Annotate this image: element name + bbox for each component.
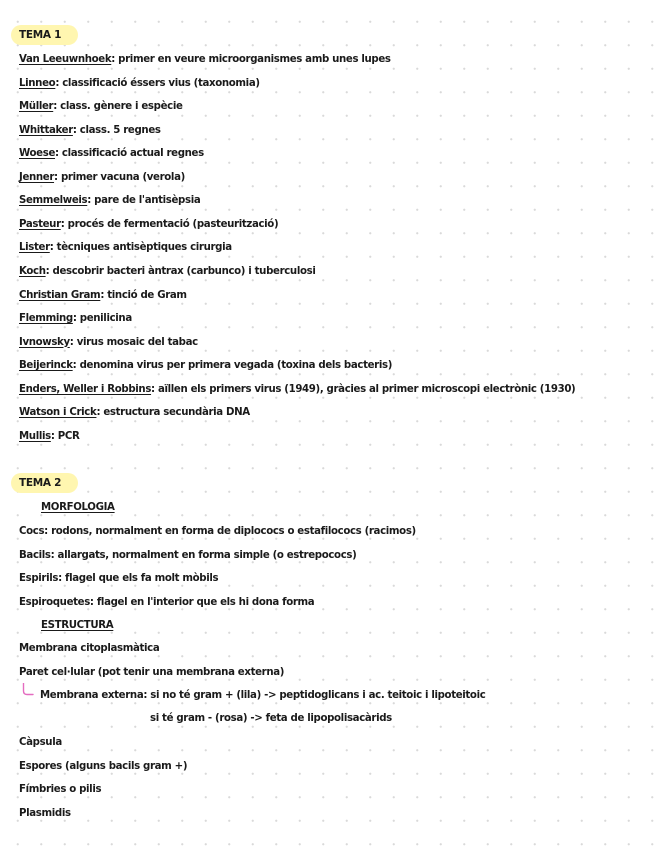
scientist-name: Koch (19, 265, 46, 277)
scientist-name: Flemming (19, 313, 73, 325)
scientist-contribution: : estructura secundària DNA (96, 407, 250, 419)
scientist-name: Van Leeuwnhoek (19, 54, 112, 65)
scientist-contribution: : denomina virus per primera vegada (toxina dels bacteris) (72, 360, 393, 372)
tema2-title: TEMA 2 (11, 473, 78, 493)
tema1-item (19, 336, 198, 350)
tema1-item (19, 241, 232, 255)
scientist-name: Watson i Crick (19, 407, 97, 419)
scientist-name: Christian Gram (19, 289, 101, 301)
scientist-contribution: : tinció de Gram (100, 289, 187, 301)
tema1-item (19, 147, 204, 161)
scientist-name: Beijerinck (19, 360, 73, 372)
tema1-item (19, 265, 315, 279)
scientist-contribution: : classificació actual regnes (55, 148, 204, 160)
scientist-contribution: : PCR (50, 430, 80, 442)
tema1-item (19, 383, 575, 397)
scientist-contribution: : virus mosaic del tabac (69, 336, 198, 348)
membrana-externa-line: Membrana externa: si no té gram + (lila) -> peptidoglicans i ac. teitoic i lipoteitoic (40, 690, 486, 701)
scientist-contribution: : procés de fermentació (pasteurització) (60, 218, 279, 230)
scientist-name: Pasteur (19, 218, 61, 230)
tema1-item (19, 124, 161, 138)
scientist-contribution: : tècniques antisèptiques cirurgia (49, 242, 232, 254)
tema1-item (19, 312, 132, 326)
tema1-item (19, 218, 278, 232)
estructura-item: Plasmidis (19, 807, 71, 819)
tema1-item (19, 53, 391, 67)
scientist-contribution: : class. 5 regnes (72, 124, 161, 136)
scientist-name: Müller (19, 101, 54, 113)
tema1-item (19, 289, 187, 303)
morfologia-heading: MORFOLOGIA (41, 502, 115, 513)
estructura-heading: ESTRUCTURA (41, 620, 114, 631)
estructura-item: Càpsula (19, 737, 62, 748)
tema1-item (19, 194, 200, 208)
estructura-item: Paret cel·lular (pot tenir una membrana externa) (19, 666, 285, 678)
estructura-item: Membrana citoplasmàtica (19, 643, 160, 654)
morfologia-item: Bacils: allargats, normalment en forma simple (o estrepococs) (19, 549, 357, 561)
scientist-name: Linneo (19, 77, 56, 89)
scientist-contribution: : class. gènere i espècie (53, 101, 183, 113)
morfologia-item: Espiroquetes: flagel en l'interior que els hi dona forma (19, 596, 315, 608)
scientist-name: Lister (19, 242, 50, 254)
scientist-name: Whittaker (19, 124, 73, 136)
scientist-contribution: : aïllen els primers virus (1949), gràcies al primer microscopi electrònic (1930) (151, 383, 576, 395)
scientist-name: Jenner (19, 171, 55, 183)
scientist-contribution: : pare de l'antisèpsia (87, 195, 201, 207)
tema1-item (19, 430, 80, 444)
scientist-contribution: : classificació éssers vius (taxonomia) (55, 77, 260, 89)
tema1-item (19, 100, 183, 114)
morfologia-item: Espirils: flagel que els fa molt mòbils (19, 573, 219, 584)
scientist-name: Mullis (19, 430, 51, 442)
tema1-item (19, 77, 260, 91)
tema1-item (19, 406, 250, 420)
membrana-externa-detail: si té gram - (rosa) -> feta de lipopolisacàrids (150, 713, 392, 724)
scientist-name: Semmelweis (19, 195, 88, 207)
tema1-item (19, 359, 392, 373)
morfologia-item: Cocs: rodons, normalment en forma de diplococs o estafilococs (racimos) (19, 526, 416, 537)
scientist-name: Enders, Weller i Robbins (19, 383, 152, 395)
scientist-contribution: : descobrir bacteri àntrax (carbunco) i tuberculosi (45, 265, 316, 277)
estructura-item: Espores (alguns bacils gram +) (19, 760, 188, 772)
scientist-contribution: : primer en veure microorganismes amb unes lupes (111, 54, 391, 65)
scientist-contribution: : penilicina (72, 313, 132, 325)
scientist-name: Ivnowsky (19, 336, 70, 348)
tema1-title: TEMA 1 (11, 25, 78, 45)
tema1-item (19, 171, 185, 185)
branch-arrow-icon (22, 683, 34, 697)
estructura-item: Fímbries o pilis (19, 784, 102, 795)
scientist-name: Woese (19, 148, 56, 160)
scientist-contribution: : primer vacuna (verola) (54, 171, 185, 183)
